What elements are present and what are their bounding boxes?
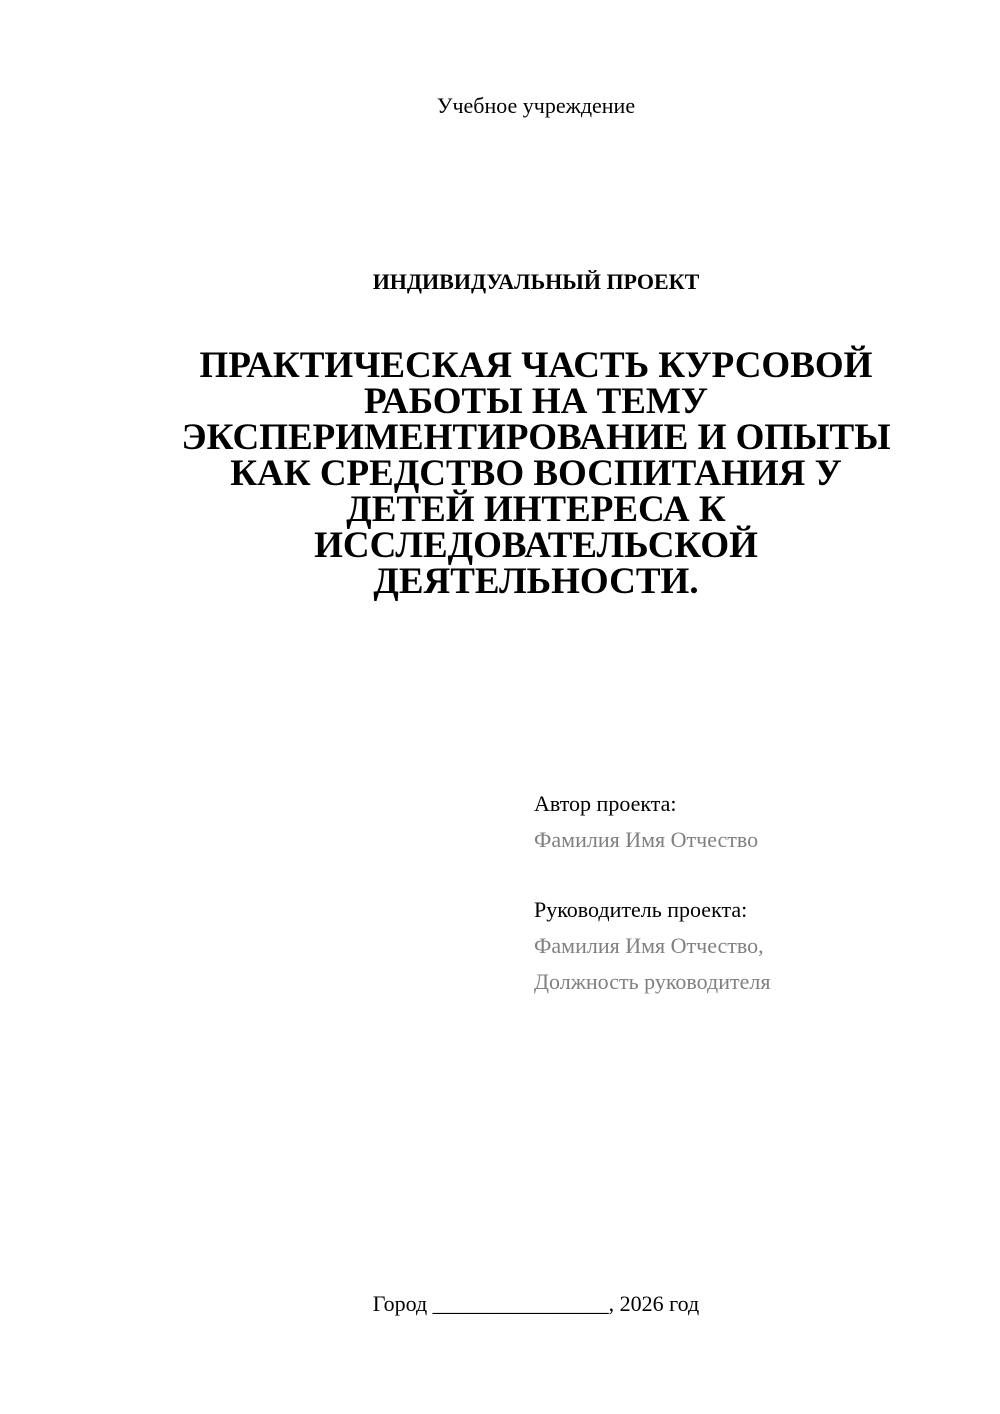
project-title-line: РАБОТЫ НА ТЕМУ [363,381,709,422]
supervisor-position-placeholder: Должность руководителя [534,969,771,994]
supervisor-label: Руководитель проекта: [534,897,748,922]
supervisor-name-placeholder: Фамилия Имя Отчество, [534,933,764,958]
project-title-line: ЭКСПЕРИМЕНТИРОВАНИЕ И ОПЫТЫ [181,417,891,458]
author-label: Автор проекта: [534,791,677,816]
project-title-line: ДЕТЕЙ ИНТЕРЕСА К [346,489,726,530]
project-title-line: КАК СРЕДСТВО ВОСПИТАНИЯ У [230,453,842,494]
institution-name: Учебное учреждение [436,93,636,118]
project-title-line: ИССЛЕДОВАТЕЛЬСКОЙ [314,525,758,566]
supervisor-block [534,892,964,1000]
project-title-line: ДЕЯТЕЛЬНОСТИ. [373,561,699,602]
author-block [534,786,964,858]
city-year-footer: Город ________________, 2026 год [372,1291,700,1316]
project-title-line: ПРАКТИЧЕСКАЯ ЧАСТЬ КУРСОВОЙ [199,345,873,386]
author-name-placeholder: Фамилия Имя Отчество [534,827,759,852]
project-type-heading: ИНДИВИДУАЛЬНЫЙ ПРОЕКТ [372,269,700,294]
project-title [160,345,912,602]
